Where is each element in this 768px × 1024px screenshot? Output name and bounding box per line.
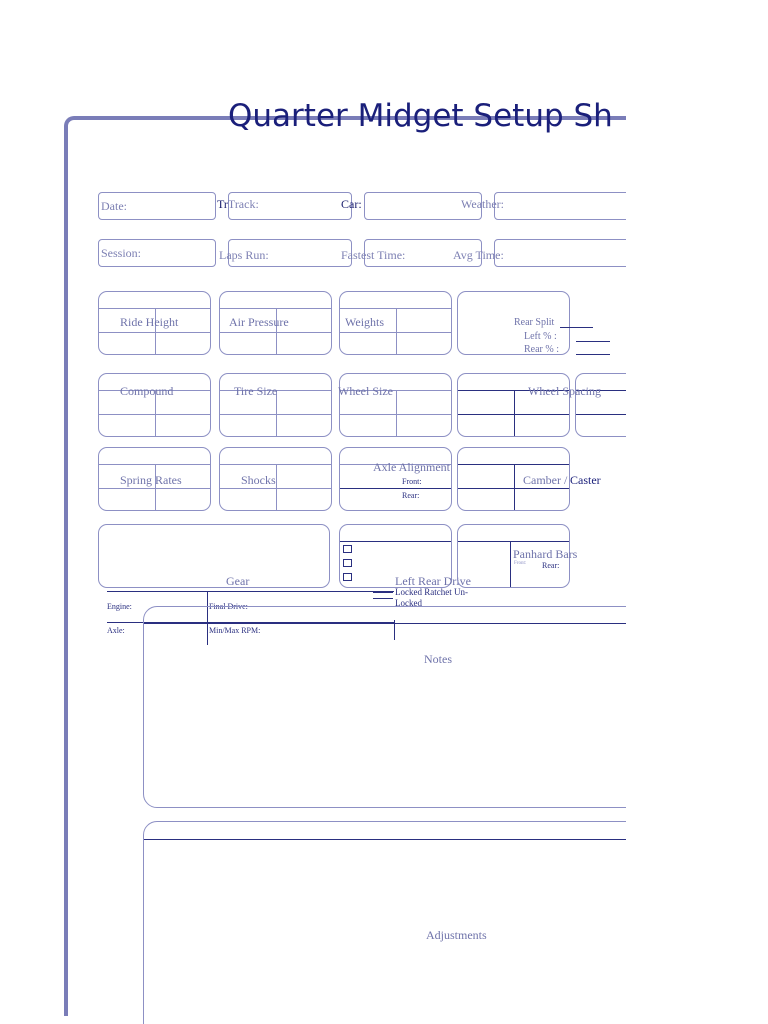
wheel-size-box [339, 373, 452, 437]
compound-box [98, 373, 211, 437]
drive-options-label: Locked Ratchet Un- [395, 587, 468, 597]
axle-rear-label: Rear: [402, 491, 420, 500]
left-pct-label: Left % : [524, 331, 557, 342]
ride-height-label: Ride Height [120, 315, 179, 329]
spring-rates-label: Spring Rates [120, 473, 182, 487]
notes-label: Notes [424, 652, 452, 666]
camber-label: Camber / [523, 473, 568, 487]
gear-box [98, 524, 330, 588]
fastest-time-label: Fastest Time: [341, 248, 406, 262]
axle-alignment-box [339, 447, 452, 511]
wheel-spacing-box-2 [575, 373, 626, 437]
laps-run-label: Laps Run: [219, 248, 269, 262]
locked-checkbox[interactable] [343, 545, 352, 553]
weather-label: Weather: [461, 197, 505, 211]
wheel-size-label: Wheel Size [338, 384, 393, 398]
ratchet-checkbox[interactable] [343, 559, 352, 567]
axle-front-label: Front: [402, 477, 422, 486]
adjustments-label: Adjustments [426, 928, 487, 942]
page-title: Quarter Midget Setup Sh [228, 98, 613, 134]
air-pressure-label: Air Pressure [229, 315, 289, 329]
engine-label: Engine: [107, 602, 132, 611]
weather-field[interactable] [494, 192, 626, 220]
track-label: TrTrack: [217, 197, 259, 211]
notes-box[interactable] [143, 606, 626, 808]
date-label: Date: [101, 199, 127, 213]
panhard-front-label: Front: [514, 561, 527, 566]
shocks-label: Shocks [241, 473, 276, 487]
weights-label: Weights [345, 315, 385, 329]
wheel-spacing-label: Wheel Spacing [528, 384, 601, 398]
session-label: Session: [101, 246, 142, 260]
rear-split-label: Rear Split [514, 317, 555, 328]
unlocked-checkbox[interactable] [343, 573, 352, 581]
date-field[interactable] [98, 192, 216, 220]
axle-label: Axle: [107, 626, 125, 635]
drive-options-label-2: Locked [395, 598, 422, 608]
avg-time-field[interactable] [494, 239, 626, 267]
caster-label: Caster [570, 473, 601, 487]
avg-time-label: Avg Time: [453, 248, 504, 262]
rear-pct-label: Rear % : [524, 344, 559, 355]
wheel-spacing-box [457, 373, 570, 437]
axle-alignment-label: Axle Alignment [373, 460, 450, 474]
adjustments-box[interactable] [143, 821, 626, 1024]
compound-label: Compound [120, 384, 174, 398]
panhard-rear-label: Rear: [542, 561, 560, 570]
car-label: Car: [341, 197, 362, 211]
panhard-bars-label: Panhard Bars [513, 547, 578, 561]
min-max-rpm-label: Min/Max RPM: [209, 626, 261, 635]
tire-size-box [219, 373, 332, 437]
final-drive-label: Final Drive: [209, 602, 248, 611]
session-field[interactable] [98, 239, 216, 267]
left-rear-drive-label: Left Rear Drive [395, 574, 471, 588]
gear-label: Gear [226, 574, 250, 588]
tire-size-label: Tire Size [234, 384, 278, 398]
